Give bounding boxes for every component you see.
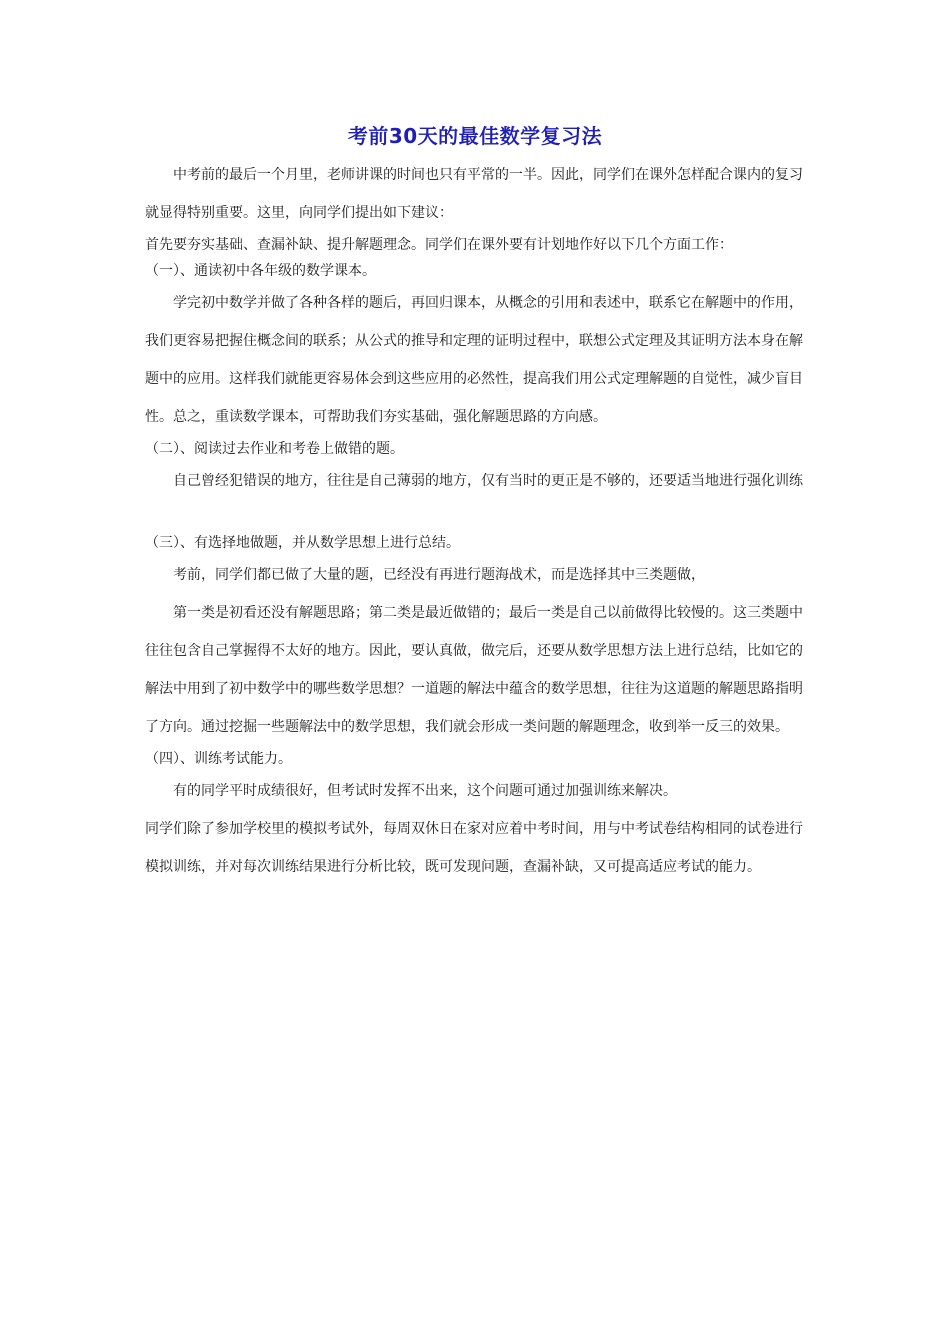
paragraph-section-4a: 有的同学平时成绩很好，但考试时发挥不出来，这个问题可通过加强训练来解决。	[173, 783, 677, 799]
paragraph-section-4b: 同学们除了参加学校里的模拟考试外，每周双休日在家对应着中考时间，用与中考试卷结构相同的试卷进行模拟训练，并对每次训练结果进行分析比较，既可发现问题，查漏补缺，又可提高适应考试的能力。	[145, 821, 803, 875]
section-heading-1: （一）、通读初中各年级的数学课本。	[145, 263, 376, 279]
section-heading-2: （二）、阅读过去作业和考卷上做错的题。	[145, 441, 404, 457]
section-heading-4: （四）、训练考试能力。	[145, 751, 292, 767]
paragraph-section-1: 学完初中数学并做了各种各样的题后，再回归课本，从概念的引用和表述中，联系它在解题中的作用，我们更容易把握住概念间的联系；从公式的推导和定理的证明过程中，联想公式定理及其证明方法本身在解题中的应用。这样我们就能更容易体会到这些应用的必然性，提高我们用公式定理解题的自觉性，减少盲目性。总之，重读数学课本，可帮助我们夯实基础，强化解题思路的方向感。	[145, 295, 803, 425]
paragraph-intro: 中考前的最后一个月里，老师讲课的时间也只有平常的一半。因此，同学们在课外怎样配合课内的复习就显得特别重要。这里，向同学们提出如下建议：	[145, 167, 803, 221]
paragraph-overview: 首先要夯实基础、查漏补缺、提升解题理念。同学们在课外要有计划地作好以下几个方面工作：	[145, 237, 733, 253]
document-body	[145, 156, 809, 886]
paragraph-section-3b: 第一类是初看还没有解题思路；第二类是最近做错的；最后一类是自己以前做得比较慢的。这三类题中往往包含自己掌握得不太好的地方。因此，要认真做，做完后，还要从数学思想方法上进行总结，比如它的解法中用到了初中数学中的哪些数学思想？一道题的解法中蕴含的数学思想，往往为这道题的解题思路指明了方向。通过挖掘一些题解法中的数学思想，我们就会形成一类问题的解题理念，收到举一反三的效果。	[145, 605, 803, 735]
paragraph-section-2: 自己曾经犯错误的地方，往往是自己薄弱的地方，仅有当时的更正是不够的，还要适当地进行强化训练	[173, 473, 803, 489]
document-title: 考前30天的最佳数学复习法	[347, 124, 603, 148]
paragraph-section-3a: 考前，同学们都已做了大量的题，已经没有再进行题海战术，而是选择其中三类题做，	[173, 567, 705, 583]
section-heading-3: （三）、有选择地做题，并从数学思想上进行总结。	[145, 535, 460, 551]
